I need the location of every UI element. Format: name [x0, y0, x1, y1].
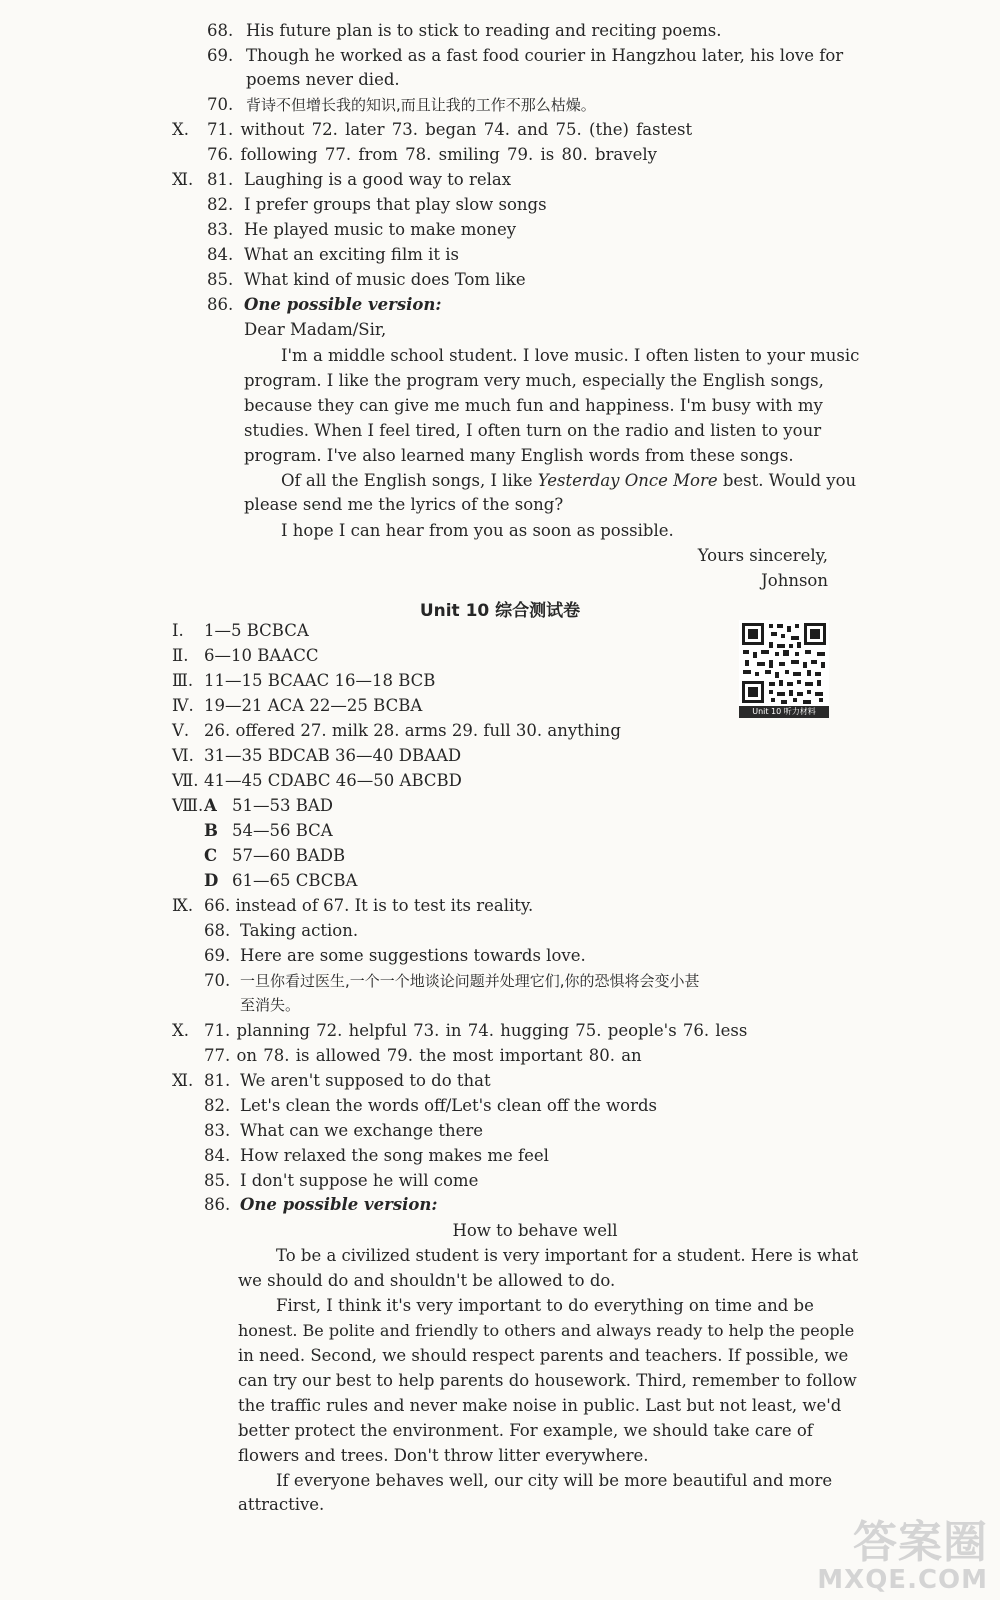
essay-line: attractive.	[238, 1495, 325, 1514]
question-number: 83.	[207, 220, 234, 239]
answer-text: Though he worked as a fast food courier in Hangzhou later, his love for	[246, 46, 844, 65]
section-numeral: Ⅹ.	[172, 120, 189, 139]
answer-line: 71. planning 72. helpful 73. in 74. hugging 75. people's 76. less	[204, 1021, 748, 1040]
letter-text: best. Would you	[717, 471, 857, 490]
watermark	[817, 1517, 988, 1595]
version-label: One possible version:	[240, 1195, 438, 1214]
question-number: 81.	[207, 170, 234, 189]
answer-line: 76. following 77. from 78. smiling 79. is 80. bravely	[207, 145, 657, 164]
watermark-url: MXQE.COM	[817, 1565, 988, 1595]
section-numeral: Ⅲ.	[172, 671, 194, 690]
answer-line: 51—53 BAD	[232, 796, 334, 815]
essay-line: First, I think it's very important to do everything on time and be	[276, 1296, 814, 1315]
question-number: 69.	[207, 46, 234, 65]
question-number: 85.	[204, 1171, 231, 1190]
question-number: 86.	[207, 295, 234, 314]
answer-line: 77. on 78. is allowed 79. the most important 80. an	[204, 1046, 642, 1065]
answer-text: Taking action.	[240, 921, 359, 940]
answer-text: 背诗不但增长我的知识,而且让我的工作不那么枯燥。	[246, 96, 596, 114]
answer-line: 61—65 CBCBA	[232, 871, 358, 890]
section-numeral: Ⅸ.	[172, 896, 194, 915]
letter-line: please send me the lyrics of the song?	[244, 495, 564, 514]
letter-line: studies. When I feel tired, I often turn on the radio and listen to your	[244, 421, 822, 440]
question-number: 84.	[207, 245, 234, 264]
answer-line: 54—56 BCA	[232, 821, 333, 840]
section-numeral: Ⅱ.	[172, 646, 189, 665]
passage-letter: A	[204, 796, 217, 815]
answer-text: He played music to make money	[244, 220, 517, 239]
question-number: 70.	[207, 95, 234, 114]
letter-closing: Yours sincerely,	[697, 546, 828, 565]
essay-title: How to behave well	[452, 1221, 618, 1240]
letter-text: Of all the English songs, I like	[281, 471, 538, 490]
answer-line: 6—10 BAACC	[204, 646, 319, 665]
answer-text: What an exciting film it is	[244, 245, 460, 264]
answer-text: I prefer groups that play slow songs	[244, 195, 547, 214]
answer-line: 71. without 72. later 73. began 74. and 75. (the) fastest	[207, 120, 693, 139]
qr-code[interactable]	[739, 620, 829, 718]
section-numeral: Ⅺ.	[172, 1071, 194, 1090]
unit-title: Unit 10 综合测试卷	[419, 601, 581, 621]
essay-line: in need. Second, we should respect parents and teachers. If possible, we	[238, 1346, 849, 1365]
answer-line: 11—15 BCAAC 16—18 BCB	[204, 671, 436, 690]
answer-text: Laughing is a good way to relax	[244, 170, 512, 189]
answer-text: Here are some suggestions towards love.	[240, 946, 586, 965]
essay-line: To be a civilized student is very important for a student. Here is what	[276, 1246, 859, 1265]
answer-line: 41—45 CDABC 46—50 ABCBD	[204, 771, 462, 790]
question-number: 69.	[204, 946, 231, 965]
question-number: 84.	[204, 1146, 231, 1165]
question-number: 83.	[204, 1121, 231, 1140]
question-number: 82.	[204, 1096, 231, 1115]
watermark-logo: 答案圈	[853, 1517, 988, 1568]
letter-line: program. I've also learned many English words from these songs.	[244, 446, 794, 465]
question-number: 82.	[207, 195, 234, 214]
answer-line: 26. offered 27. milk 28. arms 29. full 30. anything	[204, 721, 621, 740]
section-numeral: Ⅷ.	[172, 796, 204, 815]
answer-text: poems never died.	[246, 70, 400, 89]
essay-line: honest. Be polite and friendly to others and always ready to help the people	[238, 1321, 855, 1340]
question-number: 86.	[204, 1195, 231, 1214]
section-numeral: Ⅶ.	[172, 771, 199, 790]
section-numeral: Ⅰ.	[172, 621, 184, 640]
section-numeral: Ⅳ.	[172, 696, 194, 715]
answer-text: Let's clean the words off/Let's clean off the words	[240, 1096, 658, 1115]
answer-line: 31—35 BDCAB 36—40 DBAAD	[204, 746, 462, 765]
letter-line	[281, 470, 856, 492]
qr-caption: Unit 10 听力材料	[739, 706, 829, 718]
essay-line: better protect the environment. For example, we should take care of	[238, 1421, 813, 1440]
answer-text: 一旦你看过医生,一个一个地谈论问题并处理它们,你的恐惧将会变小甚	[240, 972, 700, 990]
answer-line: 1—5 BCBCA	[204, 621, 309, 640]
version-label: One possible version:	[244, 295, 442, 314]
letter-signature: Johnson	[761, 571, 828, 590]
question-number: 68.	[207, 21, 234, 40]
song-title: Yesterday Once More	[537, 471, 718, 490]
answer-line: 57—60 BADB	[232, 846, 346, 865]
passage-letter: B	[204, 821, 218, 840]
answer-text: What kind of music does Tom like	[244, 270, 526, 289]
letter-line: because they can give me much fun and happiness. I'm busy with my	[244, 396, 823, 415]
essay-line: can try our best to help parents do housework. Third, remember to follow	[238, 1371, 857, 1390]
question-number: 68.	[204, 921, 231, 940]
answer-text: His future plan is to stick to reading and reciting poems.	[246, 21, 722, 40]
answer-text: How relaxed the song makes me feel	[240, 1146, 549, 1165]
qr-code-icon	[739, 620, 829, 706]
answer-line: 19—21 ACA 22—25 BCBA	[204, 696, 423, 715]
section-numeral: Ⅴ.	[172, 721, 190, 740]
section-numeral: Ⅺ.	[172, 170, 194, 189]
answer-text: I don't suppose he will come	[240, 1171, 479, 1190]
letter-line: I'm a middle school student. I love music. I often listen to your music	[281, 346, 860, 365]
letter-line: I hope I can hear from you as soon as possible.	[281, 521, 674, 540]
essay-line: If everyone behaves well, our city will be more beautiful and more	[276, 1471, 833, 1490]
letter-line: program. I like the program very much, especially the English songs,	[244, 371, 824, 390]
answer-text: 至消失。	[240, 996, 301, 1014]
section-numeral: Ⅵ.	[172, 746, 194, 765]
passage-letter: C	[204, 846, 218, 865]
question-number: 70.	[204, 971, 231, 990]
answer-text: What can we exchange there	[240, 1121, 484, 1140]
essay-line: we should do and shouldn't be allowed to do.	[238, 1271, 616, 1290]
question-number: 81.	[204, 1071, 231, 1090]
question-number: 85.	[207, 270, 234, 289]
answer-text: We aren't supposed to do that	[240, 1071, 491, 1090]
essay-line: flowers and trees. Don't throw litter everywhere.	[238, 1446, 649, 1465]
essay-line: the traffic rules and never make noise in public. Last but not least, we'd	[238, 1396, 842, 1415]
answer-line: 66. instead of 67. It is to test its reality.	[204, 896, 534, 915]
letter-greeting: Dear Madam/Sir,	[244, 320, 387, 339]
section-numeral: Ⅹ.	[172, 1021, 189, 1040]
passage-letter: D	[204, 871, 219, 890]
